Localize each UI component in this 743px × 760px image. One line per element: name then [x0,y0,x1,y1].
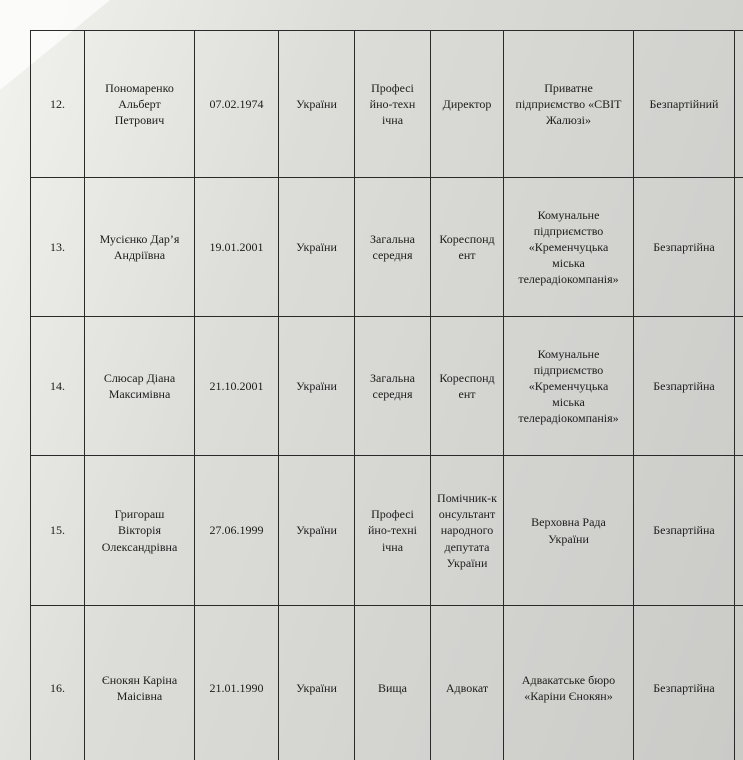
birth-date: 21.01.1990 [195,606,279,760]
birth-date: 21.10.2001 [195,317,279,456]
workplace: Адвакатське бюро «Каріни Єнокян» [504,606,634,760]
table-row [31,606,743,760]
citizenship: України [279,178,355,317]
education: Загальна середня [355,317,431,456]
extra-column [735,178,743,317]
party-membership: Безпартійна [634,606,735,760]
table-row [31,178,743,317]
row-number: 12. [31,31,85,178]
education: Загальна середня [355,178,431,317]
position: Адвокат [431,606,504,760]
extra-column [735,606,743,760]
party-membership: Безпартійний [634,31,735,178]
position: Директор [431,31,504,178]
full-name: Єнокян Каріна Маісівна [85,606,195,760]
extra-column [735,456,743,606]
citizenship: України [279,606,355,760]
party-membership: Безпартійна [634,456,735,606]
party-membership: Безпартійна [634,317,735,456]
full-name: Григораш Вікторія Олександрівна [85,456,195,606]
full-name: Мусієнко Дар’я Андріївна [85,178,195,317]
table-row [31,456,743,606]
full-name: Пономаренко Альберт Петрович [85,31,195,178]
citizenship: України [279,31,355,178]
position: Помічник-к онсультант народного депутата України [431,456,504,606]
extra-column [735,31,743,178]
citizenship: України [279,456,355,606]
full-name: Слюсар Діана Максимівна [85,317,195,456]
workplace: Верховна Рада України [504,456,634,606]
table-row [31,31,743,178]
row-number: 16. [31,606,85,760]
table-row [31,317,743,456]
row-number: 15. [31,456,85,606]
extra-column [735,317,743,456]
birth-date: 27.06.1999 [195,456,279,606]
education: Вища [355,606,431,760]
workplace: Приватне підприємство «СВІТ Жалюзі» [504,31,634,178]
position: Кореспонд ент [431,178,504,317]
row-number: 13. [31,178,85,317]
education: Професі йно-техн ічна [355,31,431,178]
candidate-table [30,30,743,760]
birth-date: 07.02.1974 [195,31,279,178]
position: Кореспонд ент [431,317,504,456]
workplace: Комунальне підприємство «Кременчуцька міська телерадіокомпанія» [504,317,634,456]
row-number: 14. [31,317,85,456]
birth-date: 19.01.2001 [195,178,279,317]
education: Професі йно-техні ічна [355,456,431,606]
citizenship: України [279,317,355,456]
workplace: Комунальне підприємство «Кременчуцька міська телерадіокомпанія» [504,178,634,317]
party-membership: Безпартійна [634,178,735,317]
